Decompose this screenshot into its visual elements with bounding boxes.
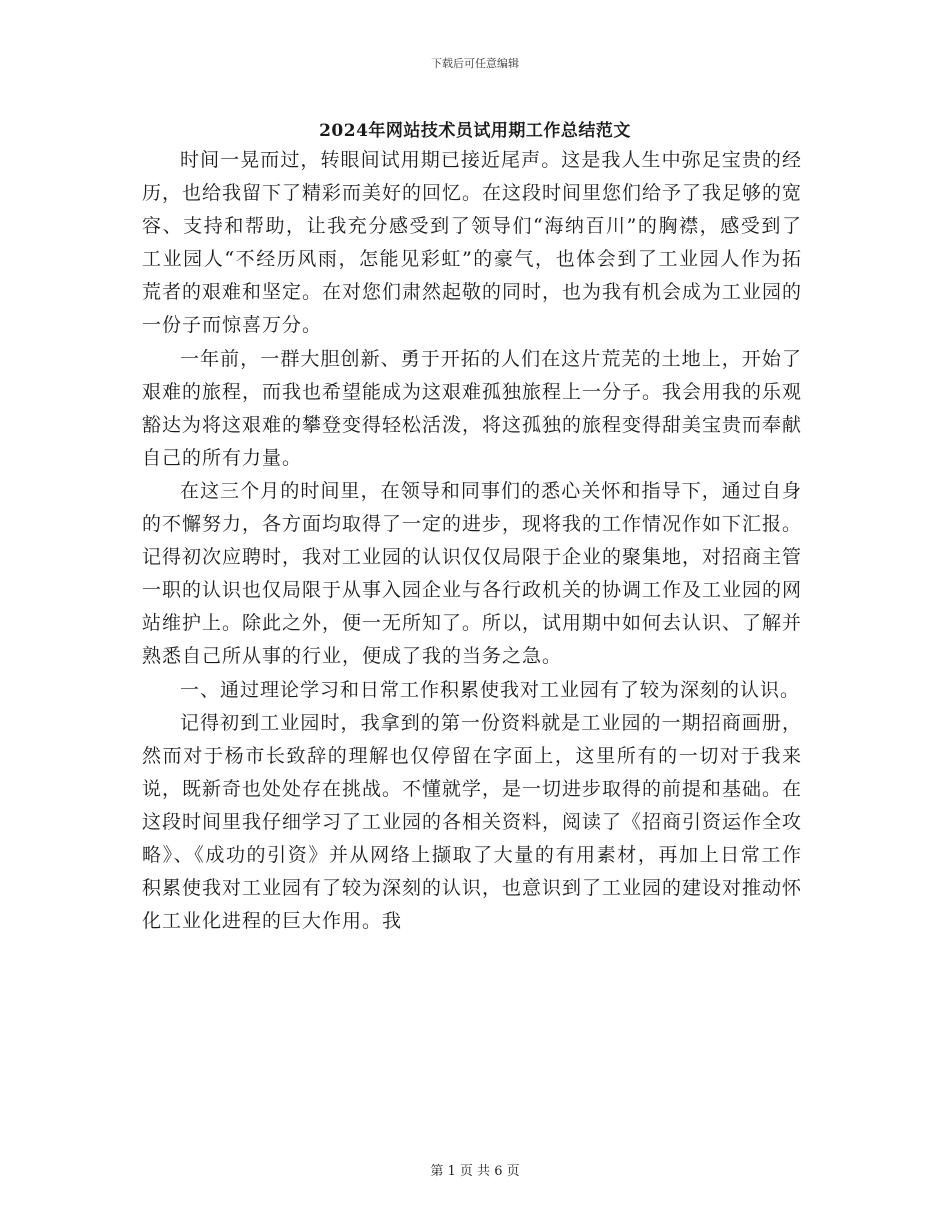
paragraph-3: 在这三个月的时间里，在领导和同事们的悉心关怀和指导下，通过自身的不懈努力，各方面均取得了一定的进步，现将我的工作情况作如下汇报。记得初次应聘时，我对工业园的认识仅仅局限于企业的聚集地，对招商主管一职的认识也仅局限于从事入园企业与各行政机关的协调工作及工业园的网站维护上。除此之外，便一无所知了。所以，试用期中如何去认识、了解并熟悉自己所从事的行业，便成了我的当务之急。 [142,479,803,668]
header-note: 下载后可任意编辑 [431,57,519,70]
paragraph-2: 一年前，一群大胆创新、勇于开拓的人们在这片荒芜的土地上，开始了艰难的旅程，而我也希望能成为这艰难孤独旅程上一分子。我会用我的乐观豁达为将这艰难的攀登变得轻松活泼，将这孤独的旅程变得甜美宝贵而奉献自己的所有力量。 [142,347,803,469]
document-title: 2024年网站技术员试用期工作总结范文 [319,121,631,141]
section-heading-1: 一、通过理论学习和日常工作积累使我对工业园有了较为深刻的认识。 [180,678,801,701]
paragraph-1: 时间一晃而过，转眼间试用期已接近尾声。这是我人生中弥足宝贵的经历，也给我留下了精彩而美好的回忆。在这段时间里您们给予了我足够的宽容、支持和帮助，让我充分感受到了领导们“海纳百川”的胸襟，感受到了工业园人“不经历风雨，怎能见彩虹”的豪气，也体会到了工业园人作为拓荒者的艰难和坚定。在对您们肃然起敬的同时，也为我有机会成为工业园的一份子而惊喜万分。 [142,149,803,337]
paragraph-4: 记得初到工业园时，我拿到的第一份资料就是工业园的一期招商画册，然而对于杨市长致辞的理解也仅停留在字面上，这里所有的一切对于我来说，既新奇也处处存在挑战。不懂就学，是一切进步取得的前提和基础。在这段时间里我仔细学习了工业园的各相关资料，阅读了《招商引资运作全攻略》、《成功的引资》并从网络上撷取了大量的有用素材，再加上日常工作积累使我对工业园有了较为深刻的认识，也意识到了工业园的建设对推动怀化工业化进程的巨大作用。我 [142,711,803,933]
page-number: 第 1 页 共 6 页 [430,1164,520,1179]
document-body [142,144,802,938]
